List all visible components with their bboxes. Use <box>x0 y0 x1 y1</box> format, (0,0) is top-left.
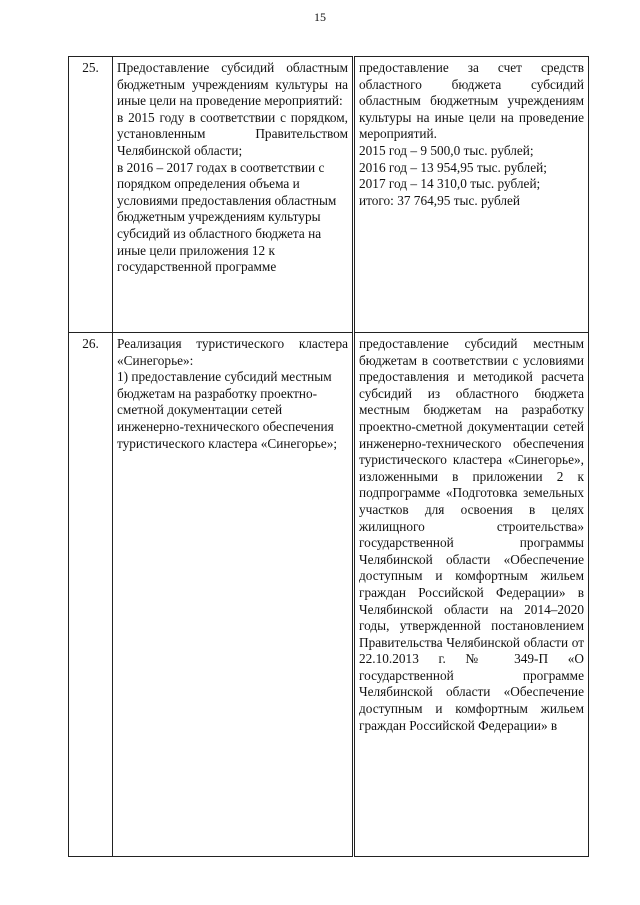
activity-name-cell <box>113 57 354 333</box>
table-row <box>69 57 589 333</box>
activity-name-text: в 2016 – 2017 годах в соответствии с порядком определения объема и условиями предоставления областным бюджетным учреждениям культуры субсидий из областного бюджета на иные цели приложения 12 к государственной программе <box>117 159 337 275</box>
funding-line: 2017 год – 14 310,0 тыс. рублей; <box>359 176 541 192</box>
row-number: 25. <box>69 57 113 333</box>
page-number: 15 <box>314 10 326 24</box>
activity-name-text: Реализация туристического кластера «Синегорье»: <box>117 336 348 368</box>
table-row <box>69 333 589 857</box>
activity-name-text: 1) предоставление субсидий местным бюджетам на разработку проектно-сметной документации сетей инженерно-технического обеспечения туристического кластера «Синегорье»; <box>117 369 338 451</box>
activity-description-cell <box>354 333 589 857</box>
activity-description-cell <box>354 57 589 333</box>
activity-name-text: Предоставление субсидий областным бюджетным учреждениям культуры на иные цели на проведение мероприятий: <box>117 60 348 109</box>
activity-description-text: предоставление за счет средств областного бюджета субсидий областным бюджетным учреждениям культуры на иные цели на проведение мероприятий. <box>359 60 584 142</box>
funding-line: 2015 год – 9 500,0 тыс. рублей; <box>359 142 534 158</box>
funding-total: итого: 37 764,95 тыс. рублей <box>359 192 521 208</box>
activity-name-text: в 2015 году в соответствии с порядком, установленным Правительством Челябинской области; <box>117 109 348 158</box>
funding-line: 2016 год – 13 954,95 тыс. рублей; <box>359 159 547 175</box>
activity-name-cell <box>113 333 354 857</box>
row-number: 26. <box>69 333 113 857</box>
activity-description-text: предоставление субсидий местным бюджетам в соответствии с условиями предоставления и методикой расчета субсидий из областного бюджета местным бюджетам на разработку проектно-сметной документации сетей инженерно-технического обеспечения туристического кластера «Синегорье», изложенными в приложении 2 к подпрограмме «Подготовка земельных участков для освоения в целях жилищного строительства» государственной программы Челябинской области «Обеспечение доступным и комфортным жильем граждан Российской Федерации» в Челябинской области на 2014–2020 годы, утвержденной постановлением Правительства Челябинской области от 22.10.2013 г. № 349-П «О государственной программе Челябинской области «Обеспечение доступным и комфортным жильем граждан Российской Федерации» в <box>359 336 584 733</box>
program-activities-table <box>68 56 589 857</box>
